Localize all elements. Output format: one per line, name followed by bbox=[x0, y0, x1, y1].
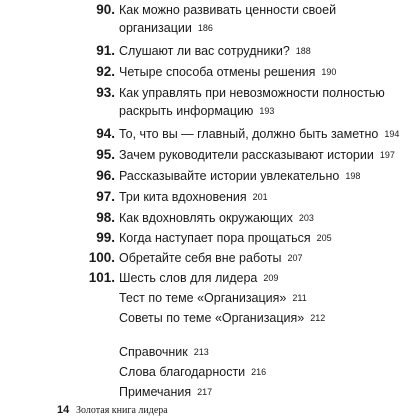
toc-title-line bbox=[119, 208, 314, 228]
toc-page-number: 203 bbox=[298, 213, 314, 223]
toc-title-text: Как можно развивать ценности своей bbox=[119, 3, 337, 17]
toc-title-line bbox=[119, 268, 278, 288]
toc-title-line bbox=[119, 342, 209, 362]
toc-entry-94 bbox=[0, 124, 420, 144]
toc-number: 91. bbox=[96, 43, 115, 58]
toc-number: 94. bbox=[96, 126, 115, 141]
toc-title-line bbox=[119, 0, 336, 20]
toc-page-number: 211 bbox=[292, 293, 307, 303]
toc-entry-100 bbox=[0, 248, 420, 268]
toc-entry-97 bbox=[0, 187, 420, 207]
toc-title-line bbox=[119, 62, 336, 82]
toc-entry-92 bbox=[0, 62, 420, 82]
toc-title-text: Когда наступает пора прощаться bbox=[119, 231, 311, 245]
toc-entry-95 bbox=[0, 145, 420, 165]
toc-entry-98 bbox=[0, 208, 420, 228]
toc-page-number: 201 bbox=[252, 192, 268, 202]
toc-page-number: 212 bbox=[310, 313, 326, 323]
toc-number: 92. bbox=[96, 64, 115, 79]
toc-title-text: Рассказывайте истории увлекательно bbox=[119, 169, 340, 183]
toc-title-line bbox=[119, 124, 399, 144]
toc-title-text: Как управлять при невозможности полностью bbox=[119, 86, 385, 100]
toc-title-line bbox=[119, 41, 311, 61]
toc-entry-test bbox=[0, 288, 420, 308]
toc-page-number: 193 bbox=[259, 106, 275, 116]
toc-entry-acknowledgements bbox=[0, 362, 420, 382]
toc-number: 90. bbox=[96, 2, 115, 17]
toc-page-number: 205 bbox=[316, 233, 332, 243]
toc-title-text: раскрыть информацию bbox=[119, 104, 254, 118]
toc-title-text: Слушают ли вас сотрудники? bbox=[119, 44, 290, 58]
toc-page-number: 190 bbox=[321, 67, 337, 77]
toc-title-text: Слова благодарности bbox=[119, 365, 246, 379]
toc-entry-101 bbox=[0, 268, 420, 288]
toc-title-line bbox=[119, 166, 360, 186]
toc-entry-91 bbox=[0, 41, 420, 61]
toc-number: 96. bbox=[96, 168, 115, 183]
toc-number: 98. bbox=[96, 210, 115, 225]
toc-title-text: То, что вы — главный, должно быть заметно bbox=[119, 127, 379, 141]
footer-page-number: 14 bbox=[57, 404, 70, 416]
toc-title-line bbox=[119, 101, 274, 121]
toc-page-number: 207 bbox=[287, 253, 303, 263]
toc-title-line bbox=[119, 382, 212, 402]
toc-title-text: Три кита вдохновения bbox=[119, 190, 247, 204]
toc-page-number: 213 bbox=[193, 347, 209, 357]
toc-page-number: 216 bbox=[251, 367, 267, 377]
toc-title-text: Четыре способа отмены решения bbox=[119, 65, 316, 79]
toc-title-line bbox=[119, 308, 325, 328]
toc-entry-93 bbox=[0, 83, 420, 118]
toc-entry-advice bbox=[0, 308, 420, 328]
toc-page-number: 198 bbox=[345, 171, 361, 181]
toc-entry-96 bbox=[0, 166, 420, 186]
toc-number: 95. bbox=[96, 147, 115, 162]
toc-title-text: Зачем руководители рассказывают истории bbox=[119, 148, 374, 162]
toc-title-line bbox=[119, 187, 268, 207]
toc-title-text: организации bbox=[119, 21, 192, 35]
toc-page-number: 186 bbox=[197, 23, 213, 33]
toc-page-number: 194 bbox=[384, 129, 400, 139]
toc-number: 100. bbox=[88, 250, 115, 265]
toc-entry-notes bbox=[0, 382, 420, 402]
toc-entry-99 bbox=[0, 228, 420, 248]
page-footer bbox=[57, 404, 168, 417]
toc-title-text: Советы по теме «Организация» bbox=[119, 311, 305, 325]
footer-book-title: Золотая книга лидера bbox=[76, 405, 168, 416]
toc-title-text: Обретайте себя вне работы bbox=[119, 251, 282, 265]
toc-title-text: Тест по теме «Организация» bbox=[119, 291, 287, 305]
toc-number: 93. bbox=[96, 85, 115, 100]
toc-title-line bbox=[119, 18, 213, 38]
toc-page-number: 209 bbox=[263, 273, 279, 283]
toc-title-line bbox=[119, 248, 303, 268]
toc-title-line bbox=[119, 83, 385, 103]
toc-page-number: 217 bbox=[197, 387, 213, 397]
toc-page-number: 197 bbox=[379, 150, 395, 160]
toc-title-text: Как вдохновлять окружающих bbox=[119, 211, 293, 225]
toc-page-number: 188 bbox=[295, 46, 311, 56]
toc-number: 97. bbox=[96, 189, 115, 204]
toc-title-line bbox=[119, 145, 395, 165]
toc-title-line bbox=[119, 228, 332, 248]
toc-entry-reference bbox=[0, 342, 420, 362]
toc-title-line bbox=[119, 362, 266, 382]
toc-number: 101. bbox=[88, 270, 115, 285]
toc-title-text: Примечания bbox=[119, 385, 192, 399]
toc-entry-90 bbox=[0, 0, 420, 35]
toc-title-line bbox=[119, 288, 307, 308]
toc-title-text: Справочник bbox=[119, 345, 188, 359]
toc-title-text: Шесть слов для лидера bbox=[119, 271, 258, 285]
toc-number: 99. bbox=[96, 230, 115, 245]
